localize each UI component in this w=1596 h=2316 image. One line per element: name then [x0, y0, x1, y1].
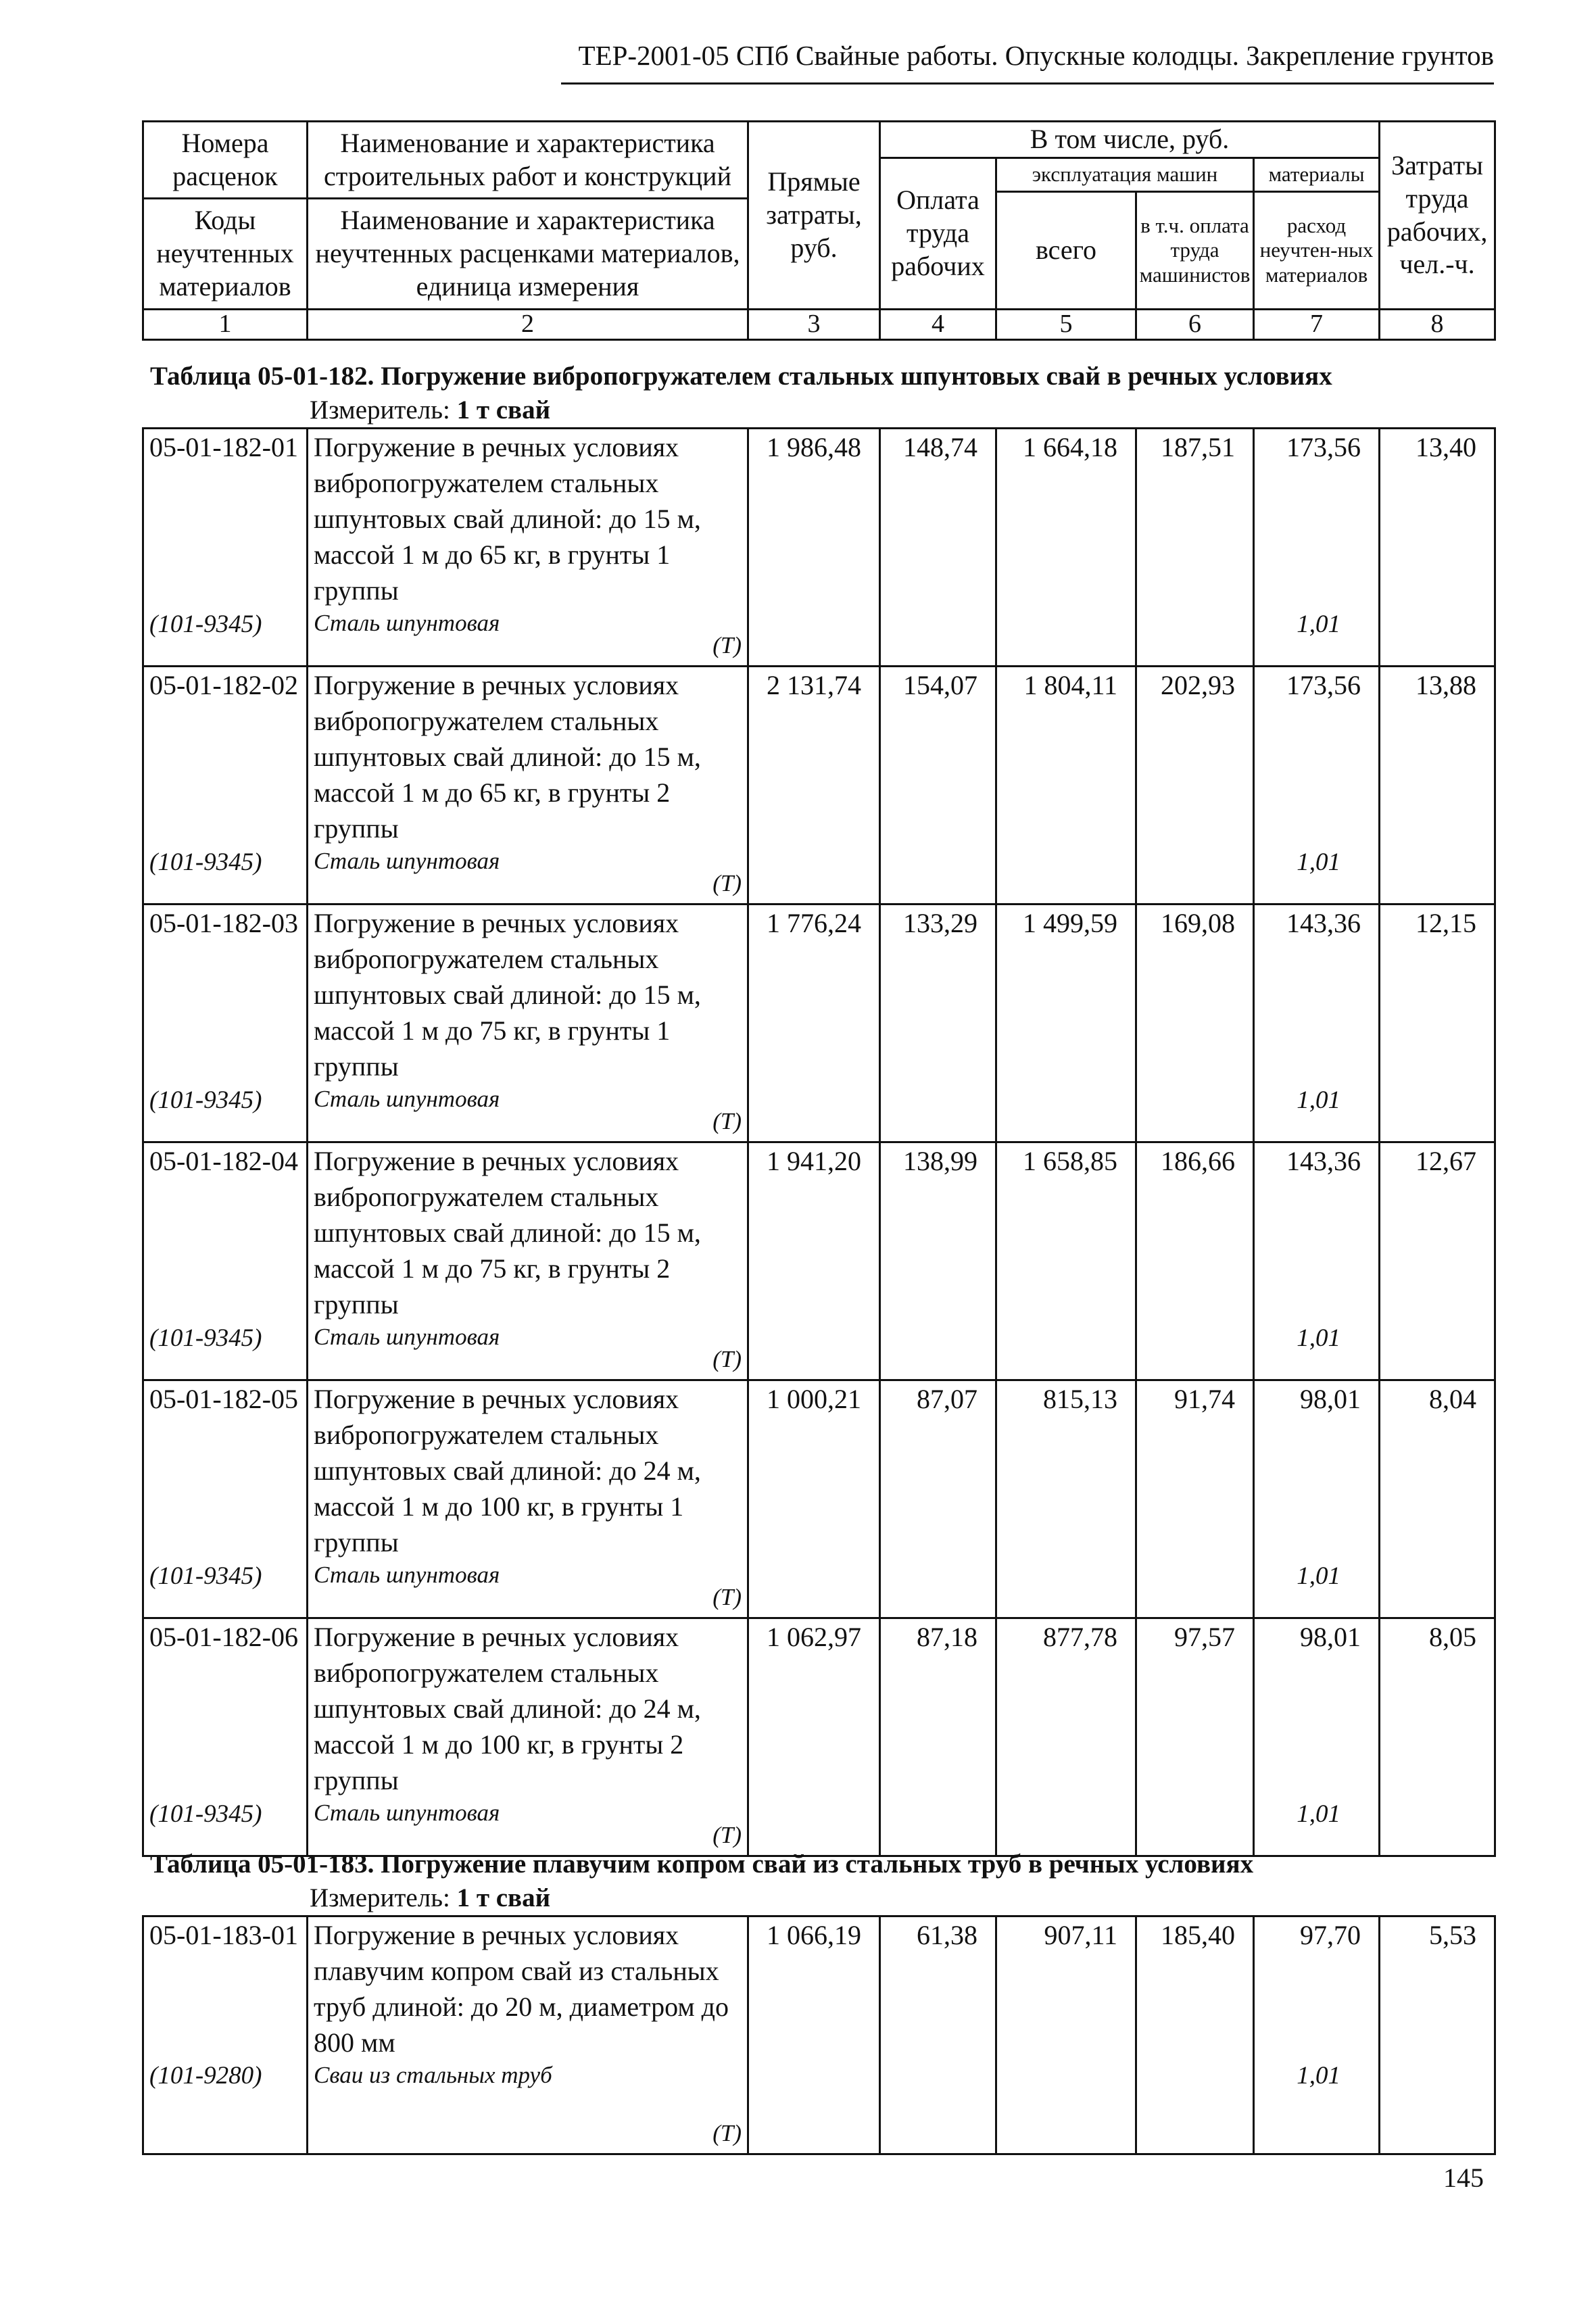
rate-code: 05-01-182-02 [149, 670, 298, 700]
column-number: 5 [996, 310, 1136, 340]
table-meter [310, 395, 550, 425]
labor-costs: 13,88 [1380, 667, 1495, 904]
table-row [143, 667, 1495, 904]
material-name: Сталь шпунтовая [314, 610, 500, 636]
labor-costs: 12,67 [1380, 1142, 1495, 1380]
material-unit: (Т) [712, 870, 742, 896]
material-unit: (Т) [712, 632, 742, 658]
work-description: Погружение в речных условиях вибропогружателем стальных шпунтовых свай длиной: до 15 м, массой 1 м до 75 кг, в грунты 2 группы [314, 1146, 701, 1320]
material-unit: (Т) [712, 1584, 742, 1610]
material-unit: (Т) [712, 2120, 742, 2146]
operator-wages: 97,57 [1136, 1618, 1254, 1856]
header-codes-top: Номера расценок [143, 122, 308, 199]
materials-cost: 97,70 [1300, 1920, 1361, 1950]
work-description: Погружение в речных условиях вибропогружателем стальных шпунтовых свай длиной: до 15 м, массой 1 м до 65 кг, в грунты 2 группы [314, 670, 701, 844]
operator-wages: 186,66 [1136, 1142, 1254, 1380]
material-unit: (Т) [712, 1108, 742, 1134]
table-row [143, 1618, 1495, 1856]
machines-total: 1 658,85 [996, 1142, 1136, 1380]
material-quantity: 1,01 [1297, 1800, 1340, 1828]
material-quantity: 1,01 [1297, 610, 1340, 638]
material-name: Сталь шпунтовая [314, 1562, 500, 1588]
header-machines-total: всего [996, 192, 1136, 310]
header-unaccounted-materials: расход неучтен-ных материалов [1254, 192, 1380, 310]
material-quantity: 1,01 [1297, 848, 1340, 876]
meter-label: Измеритель: [310, 1883, 450, 1912]
column-number: 3 [748, 310, 880, 340]
meter-value: 1 т свай [456, 1883, 551, 1912]
header-operator-wages: в т.ч. оплата труда машинистов [1136, 192, 1254, 310]
meter-label: Измеритель: [310, 395, 450, 425]
materials-cost: 173,56 [1286, 432, 1361, 462]
direct-costs: 1 986,48 [748, 429, 880, 667]
column-header-table [142, 120, 1496, 341]
work-description: Погружение в речных условиях плавучим копром свай из стальных труб длиной: до 20 м, диаметром до 800 мм [314, 1920, 729, 2058]
material-code: (101-9345) [149, 1086, 262, 1114]
direct-costs: 1 000,21 [748, 1380, 880, 1618]
material-code: (101-9345) [149, 848, 262, 876]
header-including: В том числе, руб. [880, 122, 1380, 158]
rate-code: 05-01-182-01 [149, 432, 298, 462]
rate-code: 05-01-182-03 [149, 908, 298, 938]
labor-costs: 8,04 [1380, 1380, 1495, 1618]
header-materials: материалы [1254, 158, 1380, 192]
material-unit: (Т) [712, 1346, 742, 1372]
table-row [143, 1142, 1495, 1380]
operator-wages: 169,08 [1136, 904, 1254, 1142]
column-number: 2 [308, 310, 748, 340]
material-quantity: 1,01 [1297, 2062, 1340, 2090]
operator-wages: 91,74 [1136, 1380, 1254, 1618]
page-number: 145 [1443, 2163, 1484, 2193]
work-description: Погружение в речных условиях вибропогружателем стальных шпунтовых свай длиной: до 15 м, массой 1 м до 65 кг, в грунты 1 группы [314, 432, 701, 606]
material-name: Сталь шпунтовая [314, 1800, 500, 1826]
table-row [143, 429, 1495, 667]
column-number: 8 [1380, 310, 1495, 340]
material-name: Сваи из стальных труб [314, 2062, 552, 2088]
worker-wages: 138,99 [880, 1142, 996, 1380]
machines-total: 1 804,11 [996, 667, 1136, 904]
materials-cost: 173,56 [1286, 670, 1361, 700]
table-meter [310, 1883, 550, 1913]
direct-costs: 1 941,20 [748, 1142, 880, 1380]
table-row [143, 1380, 1495, 1618]
labor-costs: 12,15 [1380, 904, 1495, 1142]
rate-code: 05-01-182-05 [149, 1384, 298, 1414]
header-direct-costs: Прямые затраты, руб. [748, 122, 880, 310]
materials-cost: 143,36 [1286, 908, 1361, 938]
rates-table-183 [142, 1915, 1496, 2155]
operator-wages: 202,93 [1136, 667, 1254, 904]
materials-cost: 98,01 [1300, 1622, 1361, 1652]
direct-costs: 1 776,24 [748, 904, 880, 1142]
material-code: (101-9345) [149, 610, 262, 638]
work-description: Погружение в речных условиях вибропогружателем стальных шпунтовых свай длиной: до 24 м, массой 1 м до 100 кг, в грунты 2 группы [314, 1622, 701, 1795]
rates-table-182 [142, 427, 1496, 1857]
material-code: (101-9345) [149, 1800, 262, 1828]
worker-wages: 87,07 [880, 1380, 996, 1618]
materials-cost: 143,36 [1286, 1146, 1361, 1176]
labor-costs: 13,40 [1380, 429, 1495, 667]
column-number: 4 [880, 310, 996, 340]
materials-cost: 98,01 [1300, 1384, 1361, 1414]
labor-costs: 5,53 [1380, 1916, 1495, 2154]
direct-costs: 1 066,19 [748, 1916, 880, 2154]
worker-wages: 87,18 [880, 1618, 996, 1856]
column-number: 6 [1136, 310, 1254, 340]
table-row [143, 904, 1495, 1142]
machines-total: 907,11 [996, 1916, 1136, 2154]
header-name-bottom: Наименование и характеристика неучтенных расценками материалов, единица измерения [308, 199, 748, 310]
table-title: Таблица 05-01-183. Погружение плавучим копром свай из стальных труб в речных условиях [150, 1850, 1254, 1879]
rate-code: 05-01-182-06 [149, 1622, 298, 1652]
running-header: ТЕР-2001-05 СПб Свайные работы. Опускные колодцы. Закрепление грунтов [578, 40, 1494, 71]
header-rule [561, 82, 1494, 85]
rate-code: 05-01-182-04 [149, 1146, 298, 1176]
header-labor-costs: Затраты труда рабочих, чел.-ч. [1380, 122, 1495, 310]
column-number: 1 [143, 310, 308, 340]
material-name: Сталь шпунтовая [314, 848, 500, 874]
meter-value: 1 т свай [456, 395, 551, 425]
header-codes-bottom: Коды неучтенных материалов [143, 199, 308, 310]
direct-costs: 2 131,74 [748, 667, 880, 904]
operator-wages: 185,40 [1136, 1916, 1254, 2154]
material-quantity: 1,01 [1297, 1324, 1340, 1352]
machines-total: 1 499,59 [996, 904, 1136, 1142]
table-row [143, 1916, 1495, 2154]
labor-costs: 8,05 [1380, 1618, 1495, 1856]
machines-total: 1 664,18 [996, 429, 1136, 667]
worker-wages: 154,07 [880, 667, 996, 904]
machines-total: 877,78 [996, 1618, 1136, 1856]
work-description: Погружение в речных условиях вибропогружателем стальных шпунтовых свай длиной: до 15 м, массой 1 м до 75 кг, в грунты 1 группы [314, 908, 701, 1082]
operator-wages: 187,51 [1136, 429, 1254, 667]
worker-wages: 61,38 [880, 1916, 996, 2154]
column-number: 7 [1254, 310, 1380, 340]
material-name: Сталь шпунтовая [314, 1086, 500, 1112]
rate-code: 05-01-183-01 [149, 1920, 298, 1950]
machines-total: 815,13 [996, 1380, 1136, 1618]
material-code: (101-9345) [149, 1562, 262, 1590]
material-code: (101-9280) [149, 2062, 262, 2090]
material-name: Сталь шпунтовая [314, 1324, 500, 1350]
material-code: (101-9345) [149, 1324, 262, 1352]
header-machines: эксплуатация машин [996, 158, 1254, 192]
worker-wages: 148,74 [880, 429, 996, 667]
table-title: Таблица 05-01-182. Погружение вибропогружателем стальных шпунтовых свай в речных условиях [150, 362, 1332, 391]
material-unit: (Т) [712, 1822, 742, 1848]
header-name-top: Наименование и характеристика строительных работ и конструкций [308, 122, 748, 199]
material-quantity: 1,01 [1297, 1086, 1340, 1114]
header-worker-wages: Оплата труда рабочих [880, 158, 996, 310]
work-description: Погружение в речных условиях вибропогружателем стальных шпунтовых свай длиной: до 24 м, массой 1 м до 100 кг, в грунты 1 группы [314, 1384, 701, 1558]
material-quantity: 1,01 [1297, 1562, 1340, 1590]
direct-costs: 1 062,97 [748, 1618, 880, 1856]
worker-wages: 133,29 [880, 904, 996, 1142]
